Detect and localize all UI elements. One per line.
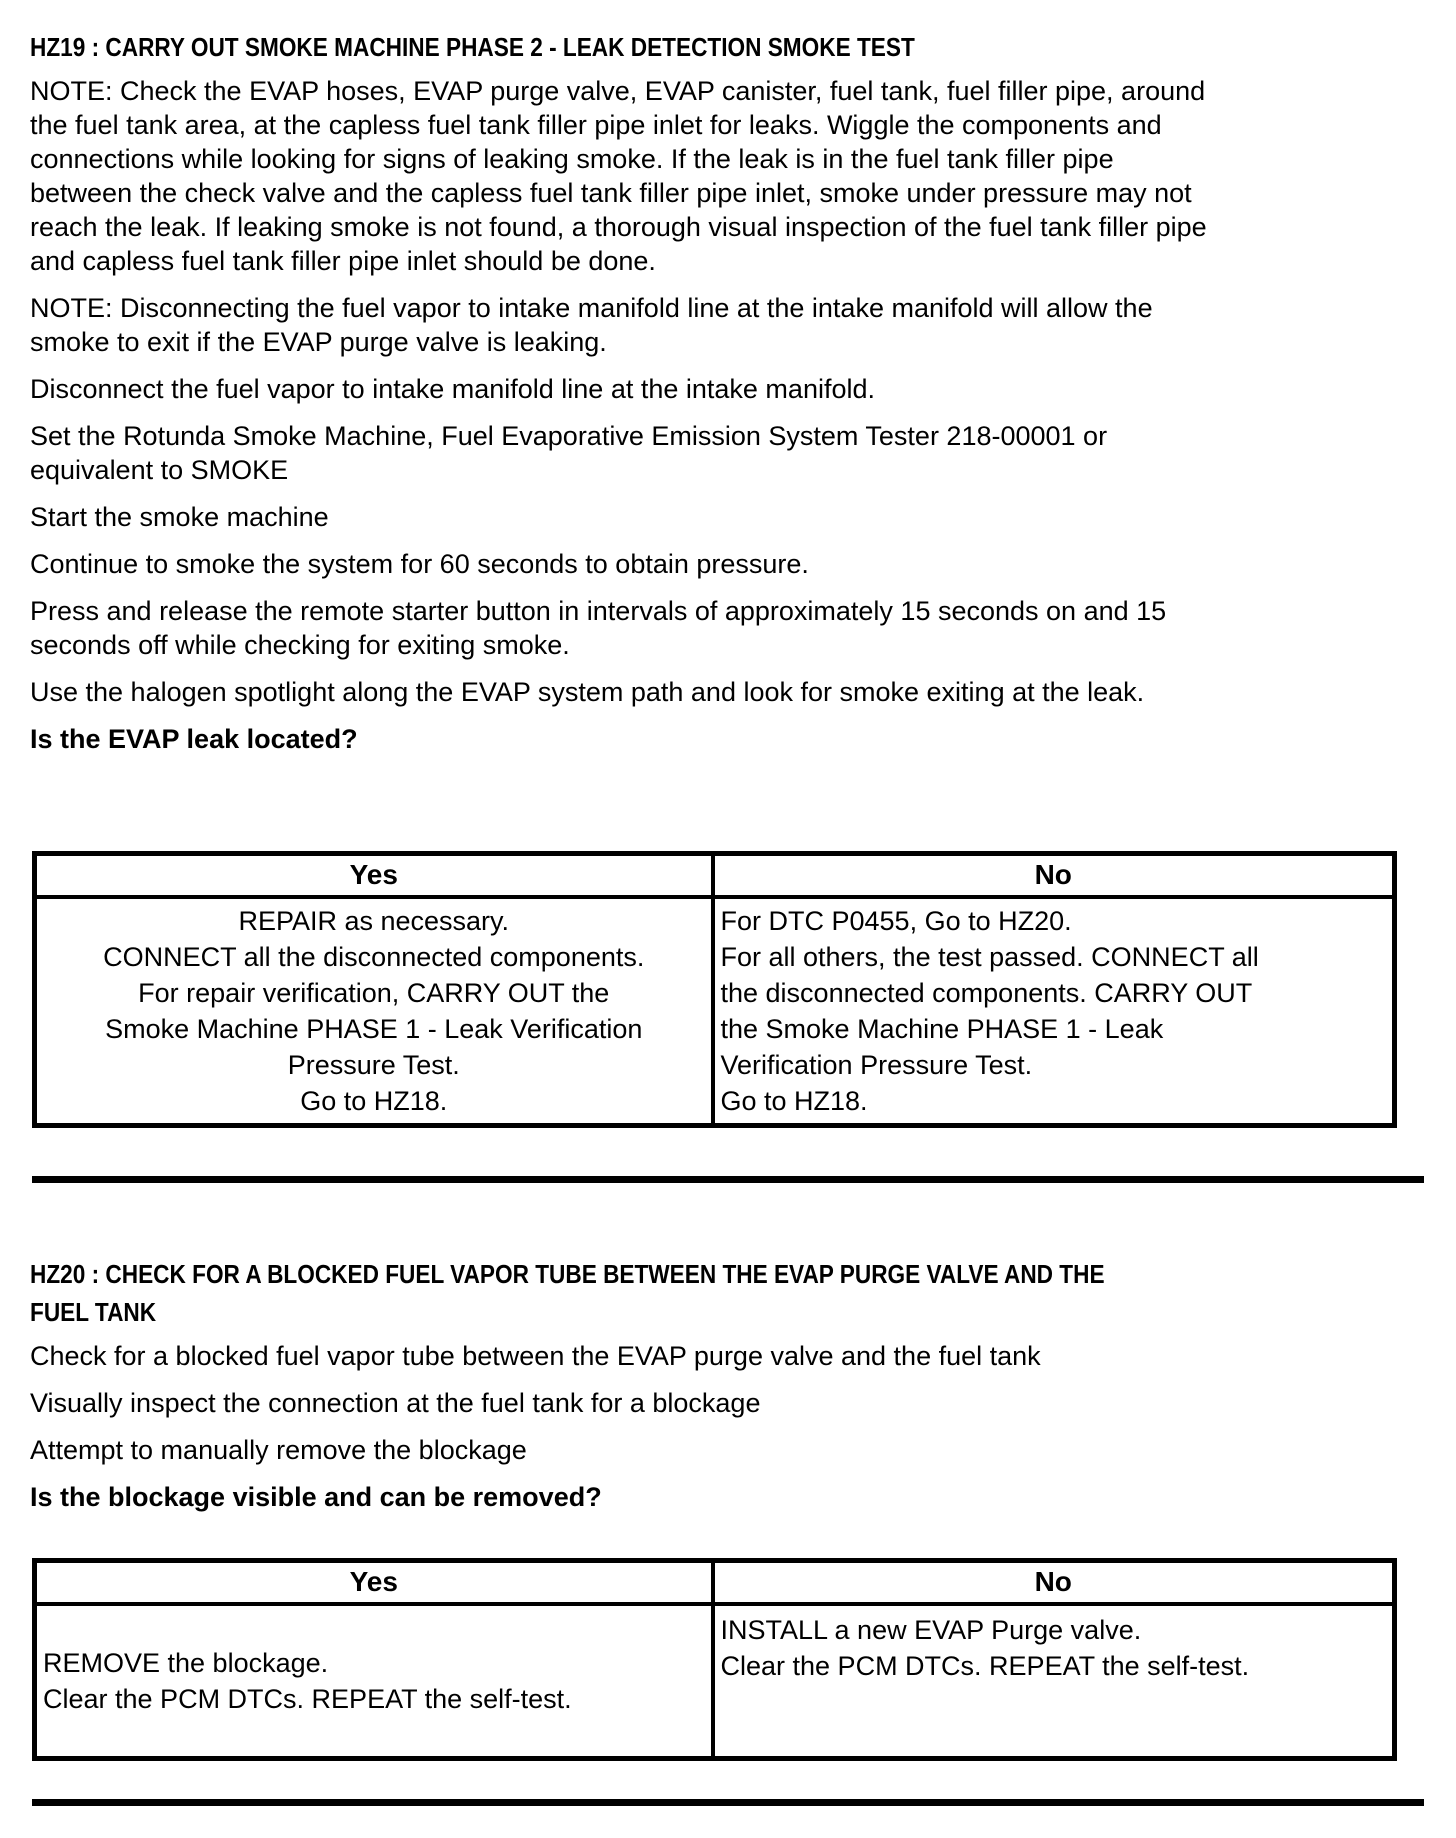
cell-line: Go to HZ18. — [300, 1086, 448, 1116]
page-bottom-divider — [32, 1799, 1424, 1806]
cell-line: Verification Pressure Test. — [720, 1050, 1033, 1080]
cell-line: CONNECT all the disconnected components. — [103, 942, 645, 972]
paragraph-step-halogen: Use the halogen spotlight along the EVAP system path and look for smoke exiting at the leak. — [30, 677, 1145, 707]
paragraph-step-continue-smoke: Continue to smoke the system for 60 seconds to obtain pressure. — [30, 549, 809, 579]
section-hz20-heading-line2: FUEL TANK — [30, 1297, 157, 1327]
decision-table-hz19-header-yes: Yes — [37, 856, 715, 899]
decision-table-hz20-header-yes: Yes — [37, 1563, 715, 1606]
paragraph-note-2: NOTE: Disconnecting the fuel vapor to intake manifold line at the intake manifold will allow the smoke to exit if the EVAP purge valve is leaking. — [30, 293, 1153, 357]
paragraph-check-tube: Check for a blocked fuel vapor tube between the EVAP purge valve and the fuel tank — [30, 1341, 1041, 1371]
cell-line: For repair verification, CARRY OUT the — [138, 978, 610, 1008]
question-blockage: Is the blockage visible and can be removed? — [30, 1482, 602, 1512]
section-hz19-heading-text: HZ19 : CARRY OUT SMOKE MACHINE PHASE 2 - LEAK DETECTION SMOKE TEST — [30, 32, 915, 62]
section-hz20 — [30, 1255, 1456, 1761]
paragraph-note-1: NOTE: Check the EVAP hoses, EVAP purge valve, EVAP canister, fuel tank, fuel filler pipe, around the fuel tank area, at the capless fuel tank filler pipe inlet for leaks. Wiggle the components and connections while looking for signs of leaking smoke. If the leak is in the fuel tank filler pipe between the check valve and the capless fuel tank filler pipe inlet, smoke under pressure may not reach the leak. If leaking smoke is not found, a thorough visual inspection of the fuel tank filler pipe and capless fuel tank filler pipe inlet should be done. — [30, 76, 1207, 276]
section-hz20-heading-line1: HZ20 : CHECK FOR A BLOCKED FUEL VAPOR TUBE BETWEEN THE EVAP PURGE VALVE AND THE — [30, 1259, 1105, 1289]
cell-line: For DTC P0455, Go to HZ20. — [720, 906, 1072, 936]
paragraph-attempt-remove: Attempt to manually remove the blockage — [30, 1435, 527, 1465]
cell-line: REPAIR as necessary. — [238, 906, 510, 936]
decision-table-hz19-header-no: No — [715, 856, 1393, 899]
paragraph-step-set-machine: Set the Rotunda Smoke Machine, Fuel Evaporative Emission System Tester 218-00001 or equivalent to SMOKE — [30, 421, 1108, 485]
decision-table-hz19 — [32, 851, 1397, 1128]
decision-table-hz20-cell-yes — [37, 1606, 715, 1756]
section-hz19 — [30, 28, 1456, 1128]
decision-table-hz20 — [32, 1558, 1397, 1761]
cell-line: Pressure Test. — [287, 1050, 460, 1080]
decision-table-hz19-cell-no — [715, 899, 1393, 1123]
question-evap-leak: Is the EVAP leak located? — [30, 724, 358, 754]
section-hz20-heading — [30, 1255, 1456, 1331]
cell-line: Go to HZ18. — [720, 1086, 868, 1116]
cell-line: REMOVE the blockage. — [43, 1648, 329, 1678]
cell-line: Clear the PCM DTCs. REPEAT the self-test. — [720, 1651, 1250, 1681]
paragraph-step-start-machine: Start the smoke machine — [30, 502, 329, 532]
cell-line: Clear the PCM DTCs. REPEAT the self-test. — [43, 1684, 572, 1714]
section-hz19-heading — [30, 28, 1456, 66]
section-divider — [32, 1176, 1424, 1183]
decision-table-hz20-cell-no — [715, 1606, 1393, 1756]
paragraph-step-press-release: Press and release the remote starter button in intervals of approximately 15 seconds on and 15 seconds off while checking for exiting smoke. — [30, 596, 1167, 660]
cell-line: For all others, the test passed. CONNECT all — [720, 942, 1259, 972]
cell-line: INSTALL a new EVAP Purge valve. — [720, 1615, 1142, 1645]
cell-line: the disconnected components. CARRY OUT — [720, 978, 1253, 1008]
cell-line: the Smoke Machine PHASE 1 - Leak — [720, 1014, 1164, 1044]
decision-table-hz20-header-no: No — [715, 1563, 1393, 1606]
cell-line: Smoke Machine PHASE 1 - Leak Verification — [105, 1014, 643, 1044]
paragraph-visually-inspect: Visually inspect the connection at the fuel tank for a blockage — [30, 1388, 761, 1418]
decision-table-hz19-cell-yes — [37, 899, 715, 1123]
paragraph-step-disconnect: Disconnect the fuel vapor to intake manifold line at the intake manifold. — [30, 374, 875, 404]
